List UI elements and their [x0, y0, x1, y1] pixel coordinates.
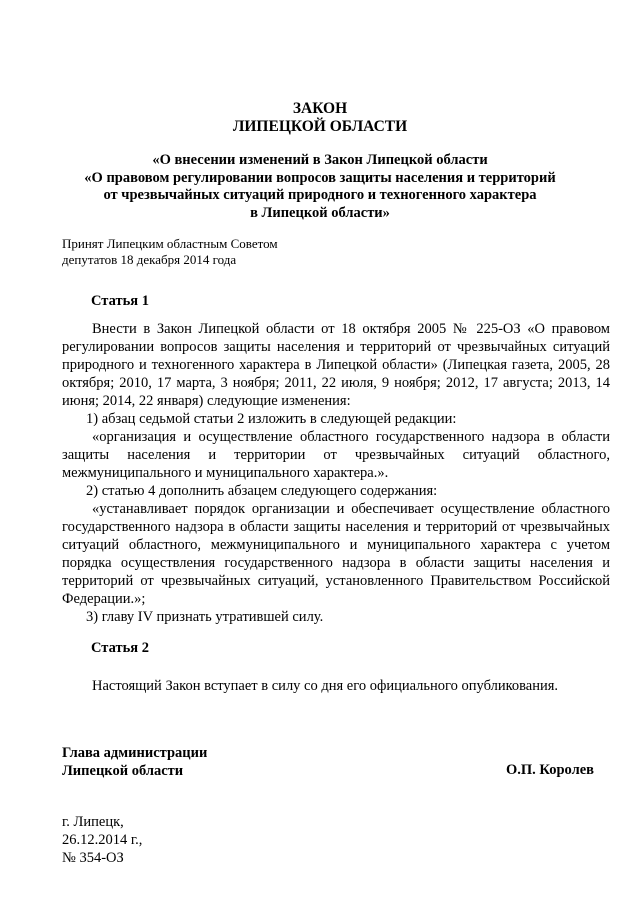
subject-line1: «О внесении изменений в Закон Липецкой области	[152, 152, 488, 168]
signatory-position	[62, 744, 207, 780]
subject-line3: от чрезвычайных ситуаций природного и техногенного характера	[103, 187, 537, 203]
adoption-line2: депутатов 18 декабря 2014 года	[62, 252, 237, 267]
footer-number: № 354-ОЗ	[62, 850, 124, 866]
article1-body	[62, 320, 610, 626]
subject-line4: в Липецкой области»	[250, 204, 390, 221]
article1-item3: 3) главу IV признать утратившей силу.	[86, 609, 324, 625]
footer-date: 26.12.2014 г.,	[62, 832, 143, 848]
article1-item1: 1) абзац седьмой статьи 2 изложить в следующей редакции:	[86, 411, 457, 427]
article1-heading: Статья 1	[91, 293, 149, 309]
law-title-line1: ЗАКОН	[292, 100, 348, 117]
signatory-name: О.П. Королев	[506, 762, 594, 778]
subject-line2: «О правовом регулировании вопросов защиты населения и территорий	[84, 169, 556, 186]
article2-body	[62, 677, 610, 695]
article1-item2: 2) статью 4 дополнить абзацем следующего содержания:	[86, 483, 438, 499]
signatory-position-line1: Глава администрации	[62, 745, 208, 761]
law-title	[0, 100, 640, 136]
article2-text: Настоящий Закон вступает в силу со дня его официального опубликования.	[92, 678, 559, 694]
article2-heading: Статья 2	[91, 640, 149, 656]
law-title-line2: ЛИПЕЦКОЙ ОБЛАСТИ	[232, 118, 408, 135]
adoption-note	[62, 236, 278, 268]
law-subject	[80, 152, 560, 222]
footer-city: г. Липецк,	[62, 814, 124, 830]
adoption-line1: Принят Липецким областным Советом	[62, 236, 278, 251]
place-date-number	[62, 813, 142, 867]
article1-item2-text: «устанавливает порядок организации и обеспечивает осуществление областного государственного надзора в области защиты населения и территорий от чрезвычайных ситуаций областного, межмуниципального и муниципального характера с учетом порядка осуществления государственного надзора в области защиты населения и территорий от чрезвычайных ситуаций, установленного Правительством Российской Федерации.»;	[62, 501, 610, 607]
article1-item1-text: «организация и осуществление областного государственного надзора в области защиты населения и территории от чрезвычайных ситуаций областного, межмуниципального и муниципального характера.».	[62, 429, 610, 481]
article1-intro: Внести в Закон Липецкой области от 18 октября 2005 № 225-ОЗ «О правовом регулировании вопросов защиты населения и территорий от чрезвычайных ситуаций природного и техногенного характера в Липецкой области» (Липецкая газета, 2005, 28 октября; 2010, 17 марта, 3 ноября; 2011, 22 июля, 9 ноября; 2012, 17 августа; 2013, 14 июня; 2014, 22 января) следующие изменения:	[62, 321, 610, 409]
signatory-position-line2: Липецкой области	[62, 763, 184, 779]
